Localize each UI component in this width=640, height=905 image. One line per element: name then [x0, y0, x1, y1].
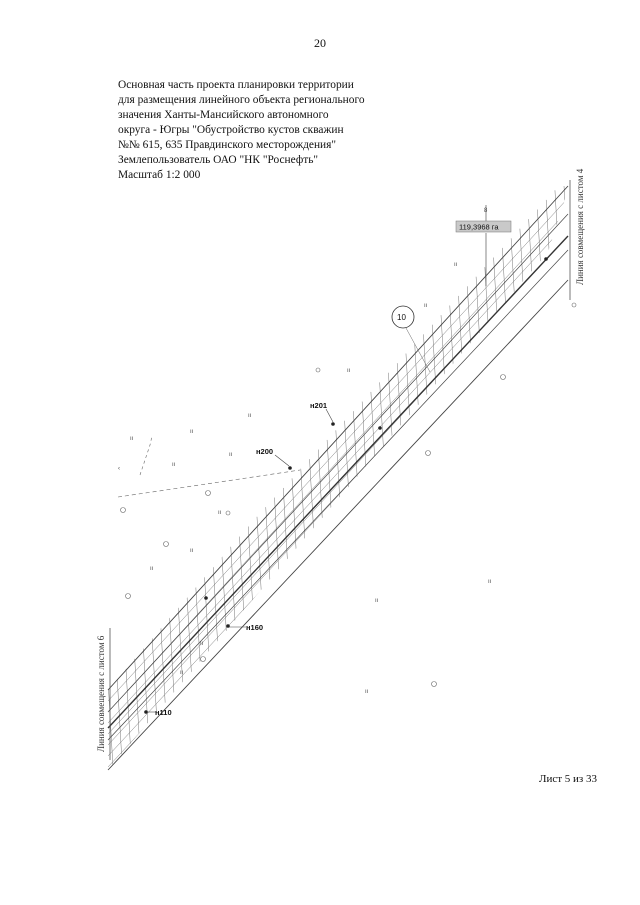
corridor-inner-lower	[108, 250, 568, 740]
zone-number: 10	[397, 313, 406, 322]
point-n200[interactable]	[256, 447, 292, 470]
corridor-axis	[108, 236, 568, 728]
svg-text:ıı: ıı	[180, 670, 184, 676]
title-line-2: для размещения линейного объекта регионального	[118, 94, 365, 106]
axis-vertices	[204, 257, 548, 600]
title-line-4: округа - Югры "Обустройство кустов скважин	[118, 124, 344, 136]
svg-text:ıı: ıı	[347, 368, 351, 374]
svg-text:ıı: ıı	[172, 462, 176, 468]
point-label-n110: н110	[155, 708, 172, 717]
point-label-n200: н200	[256, 447, 274, 456]
zone-number-marker[interactable]	[392, 306, 430, 372]
point-n201[interactable]	[310, 401, 335, 426]
svg-text:ıı: ıı	[200, 641, 204, 647]
svg-text:8: 8	[484, 208, 488, 214]
svg-text:ıı: ıı	[130, 436, 134, 442]
svg-text:ıı: ıı	[150, 566, 154, 572]
svg-text:ıı: ıı	[424, 303, 428, 309]
svg-text:ıı: ıı	[229, 452, 233, 458]
corridor-outer-upper	[108, 186, 568, 690]
sheet-label: Лист 5 из 33	[539, 773, 598, 785]
corridor-outer-lower	[108, 280, 568, 770]
corridor-inner-upper	[108, 214, 568, 712]
point-label-n160: н160	[246, 623, 264, 632]
svg-text:ıı: ıı	[365, 689, 369, 695]
left-match-line-label: Линия совмещения с листом 6	[96, 635, 106, 752]
title-line-1: Основная часть проекта планировки территории	[118, 79, 354, 91]
svg-text:ıı: ıı	[375, 598, 379, 604]
svg-text:ıı: ıı	[218, 510, 222, 516]
point-label-n201: н201	[310, 401, 328, 410]
area-label: 119,3968 га	[459, 222, 499, 232]
svg-text:‹: ‹	[118, 466, 120, 472]
title-line-5: №№ 615, 635 Правдинского месторождения"	[118, 139, 337, 151]
right-match-line-label: Линия совмещения с листом 4	[575, 168, 585, 285]
page-number: 20	[314, 36, 326, 50]
svg-text:ıı: ıı	[488, 579, 492, 585]
svg-text:ıı: ıı	[454, 262, 458, 268]
terrain-features	[118, 303, 576, 687]
title-line-6: Землепользователь ОАО "НК "Роснефть"	[118, 154, 319, 166]
area-callout	[456, 205, 511, 286]
corridor-hatch	[108, 133, 614, 785]
scale-line: Масштаб 1:2 000	[118, 169, 201, 181]
terrain-ticks	[118, 262, 492, 695]
title-line-3: значения Ханты-Мансийского автономного	[118, 109, 329, 121]
svg-text:ıı: ıı	[248, 413, 252, 419]
svg-text:ıı: ıı	[190, 548, 194, 554]
svg-text:ıı: ıı	[190, 429, 194, 435]
